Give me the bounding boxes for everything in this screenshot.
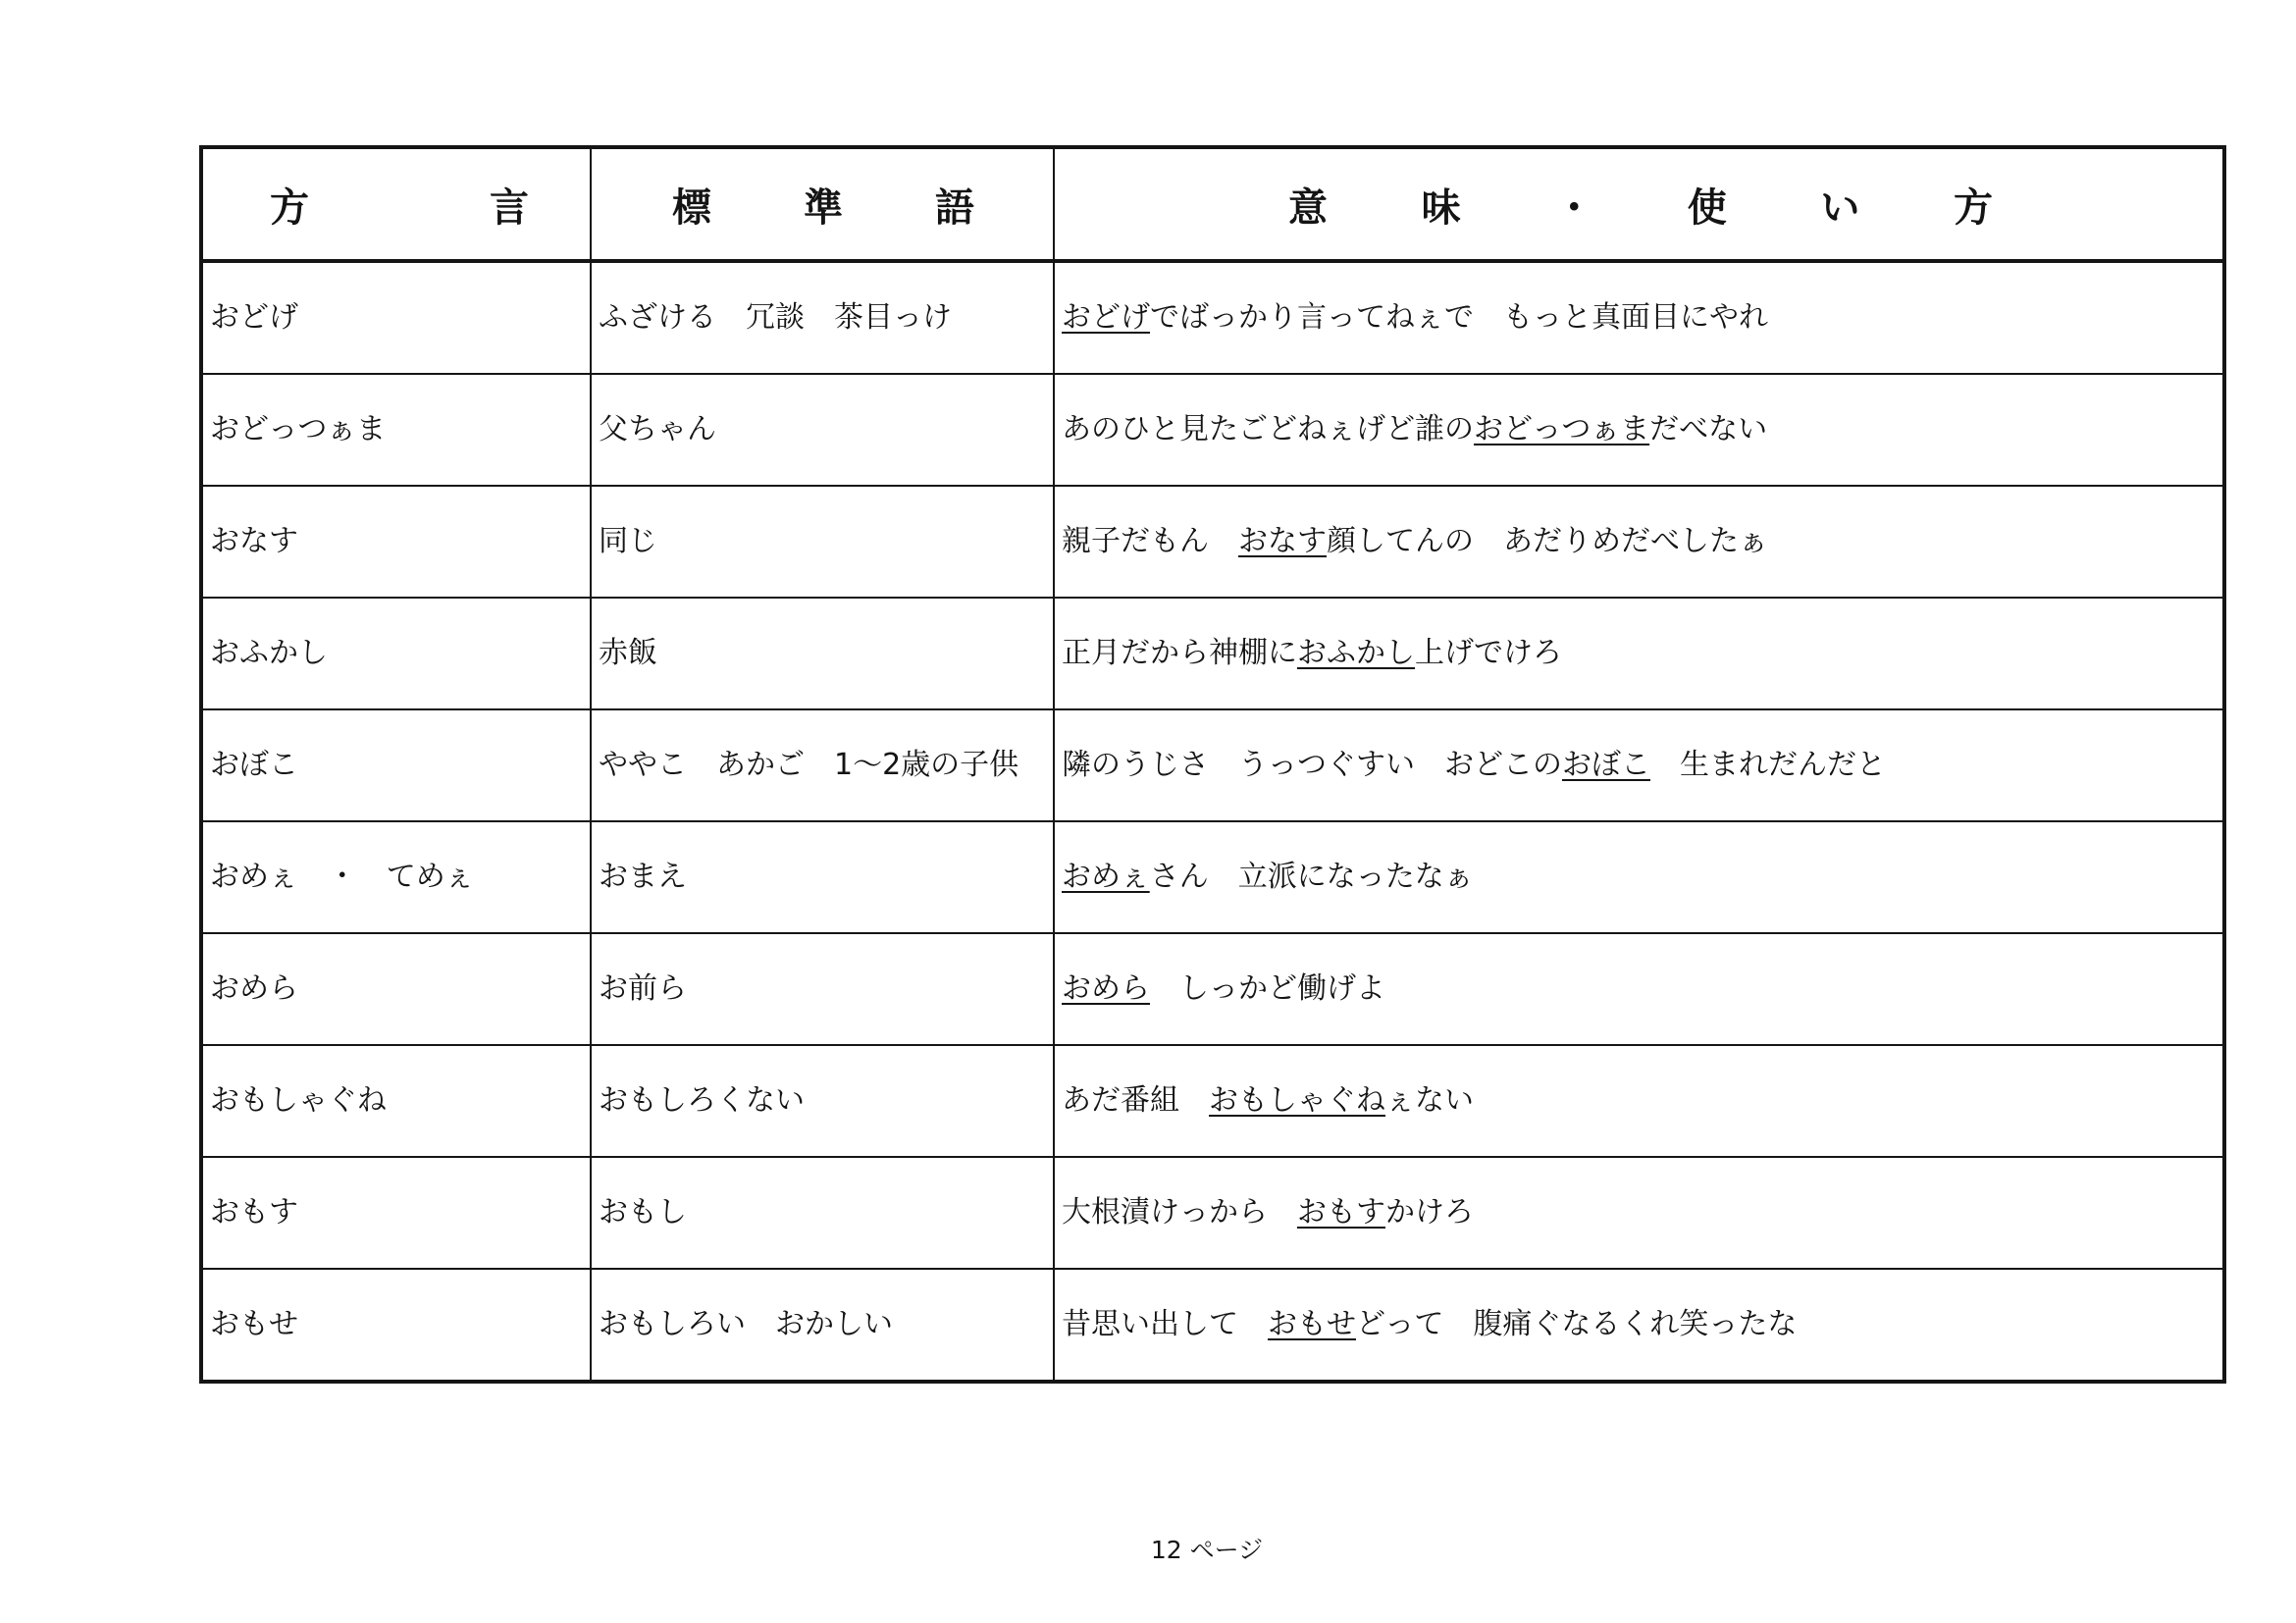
table-row: [201, 1045, 2224, 1157]
usage-highlight: おもせ: [1268, 1307, 1356, 1341]
usage-text: あだ番組: [1062, 1083, 1209, 1118]
header-char: 準: [804, 184, 843, 231]
usage-text: でばっかり言ってねぇで もっと真面目にやれ: [1150, 300, 1768, 335]
usage-highlight: おどげ: [1062, 300, 1150, 335]
table-row: [201, 1269, 2224, 1382]
usage-highlight: おもしゃぐね: [1209, 1083, 1385, 1118]
header-char: 意: [1288, 184, 1328, 231]
dialect-cell: おもす: [201, 1157, 591, 1269]
header-char: 方: [270, 184, 309, 231]
dialect-cell: おなす: [201, 486, 591, 598]
standard-cell: おもしろい おかしい: [591, 1269, 1054, 1382]
usage-cell: [1054, 1269, 2224, 1382]
usage-cell: [1054, 374, 2224, 486]
usage-text: だべない: [1649, 412, 1768, 446]
usage-text: あのひと見たごどねぇげど誰の: [1062, 412, 1474, 446]
table-row: [201, 486, 2224, 598]
column-header-standard: [591, 147, 1054, 261]
dialect-cell: おぼこ: [201, 709, 591, 821]
table-row: [201, 261, 2224, 374]
header-char: 方: [1953, 184, 1993, 231]
usage-text: 上げでけろ: [1415, 636, 1562, 670]
standard-cell: ふざける 冗談 茶目っけ: [591, 261, 1054, 374]
dialect-cell: おふかし: [201, 598, 591, 709]
usage-text: 親子だもん: [1062, 524, 1238, 558]
usage-highlight: おなす: [1238, 524, 1327, 558]
usage-cell: [1054, 1045, 2224, 1157]
usage-text: 生まれだんだと: [1650, 748, 1886, 782]
usage-text: 大根漬けっから: [1062, 1195, 1297, 1230]
table-row: [201, 933, 2224, 1045]
table-row: [201, 374, 2224, 486]
usage-text: さん 立派になったなぁ: [1149, 860, 1474, 894]
usage-cell: [1054, 486, 2224, 598]
dialect-cell: おどげ: [201, 261, 591, 374]
usage-cell: [1054, 598, 2224, 709]
usage-highlight: おめら: [1062, 971, 1150, 1006]
table-header-row: [201, 147, 2224, 261]
standard-cell: おもしろくない: [591, 1045, 1054, 1157]
usage-highlight: おめぇ: [1062, 860, 1150, 894]
usage-highlight: おどっつぁま: [1474, 412, 1650, 446]
usage-highlight: おもす: [1297, 1195, 1385, 1230]
page-number: 12 ページ: [1150, 1536, 1264, 1564]
usage-cell: [1054, 1157, 2224, 1269]
standard-cell: おまえ: [591, 821, 1054, 933]
usage-text: 隣のうじさ うっつぐすい おどこの: [1062, 748, 1562, 782]
standard-cell: 父ちゃん: [591, 374, 1054, 486]
header-char: 標: [672, 184, 711, 231]
header-char: い: [1820, 184, 1860, 231]
column-header-meaning: [1054, 147, 2224, 261]
usage-cell: [1054, 709, 2224, 821]
dialect-cell: おめぇ ・ てめぇ: [201, 821, 591, 933]
standard-cell: おもし: [591, 1157, 1054, 1269]
table-row: [201, 1157, 2224, 1269]
dialect-table: [199, 145, 2226, 1384]
usage-text: ぇない: [1385, 1083, 1474, 1118]
dialect-cell: おもしゃぐね: [201, 1045, 591, 1157]
usage-highlight: おふかし: [1297, 636, 1415, 670]
header-char: 言: [490, 184, 529, 231]
column-header-dialect: [201, 147, 591, 261]
standard-cell: お前ら: [591, 933, 1054, 1045]
usage-cell: [1054, 933, 2224, 1045]
table-row: [201, 598, 2224, 709]
usage-cell: [1054, 261, 2224, 374]
usage-text: 正月だから神棚に: [1062, 636, 1297, 670]
usage-text: 昔思い出して: [1062, 1307, 1268, 1341]
standard-cell: ややこ あかご 1～2歳の子供: [591, 709, 1054, 821]
usage-text: しっかど働げよ: [1150, 971, 1385, 1006]
header-char: 語: [935, 184, 974, 231]
header-char: 味: [1421, 184, 1461, 231]
usage-text: 顔してんの あだりめだべしたぁ: [1327, 524, 1768, 558]
usage-text: かけろ: [1385, 1195, 1474, 1230]
usage-highlight: おぼこ: [1562, 748, 1650, 782]
usage-cell: [1054, 821, 2224, 933]
table-row: [201, 821, 2224, 933]
dialect-cell: おめら: [201, 933, 591, 1045]
standard-cell: 赤飯: [591, 598, 1054, 709]
header-char: ・: [1554, 184, 1594, 231]
header-char: 使: [1687, 184, 1727, 231]
standard-cell: 同じ: [591, 486, 1054, 598]
dialect-cell: おもせ: [201, 1269, 591, 1382]
usage-text: どって 腹痛ぐなるくれ笑ったな: [1356, 1307, 1798, 1341]
table-row: [201, 709, 2224, 821]
dialect-cell: おどっつぁま: [201, 374, 591, 486]
